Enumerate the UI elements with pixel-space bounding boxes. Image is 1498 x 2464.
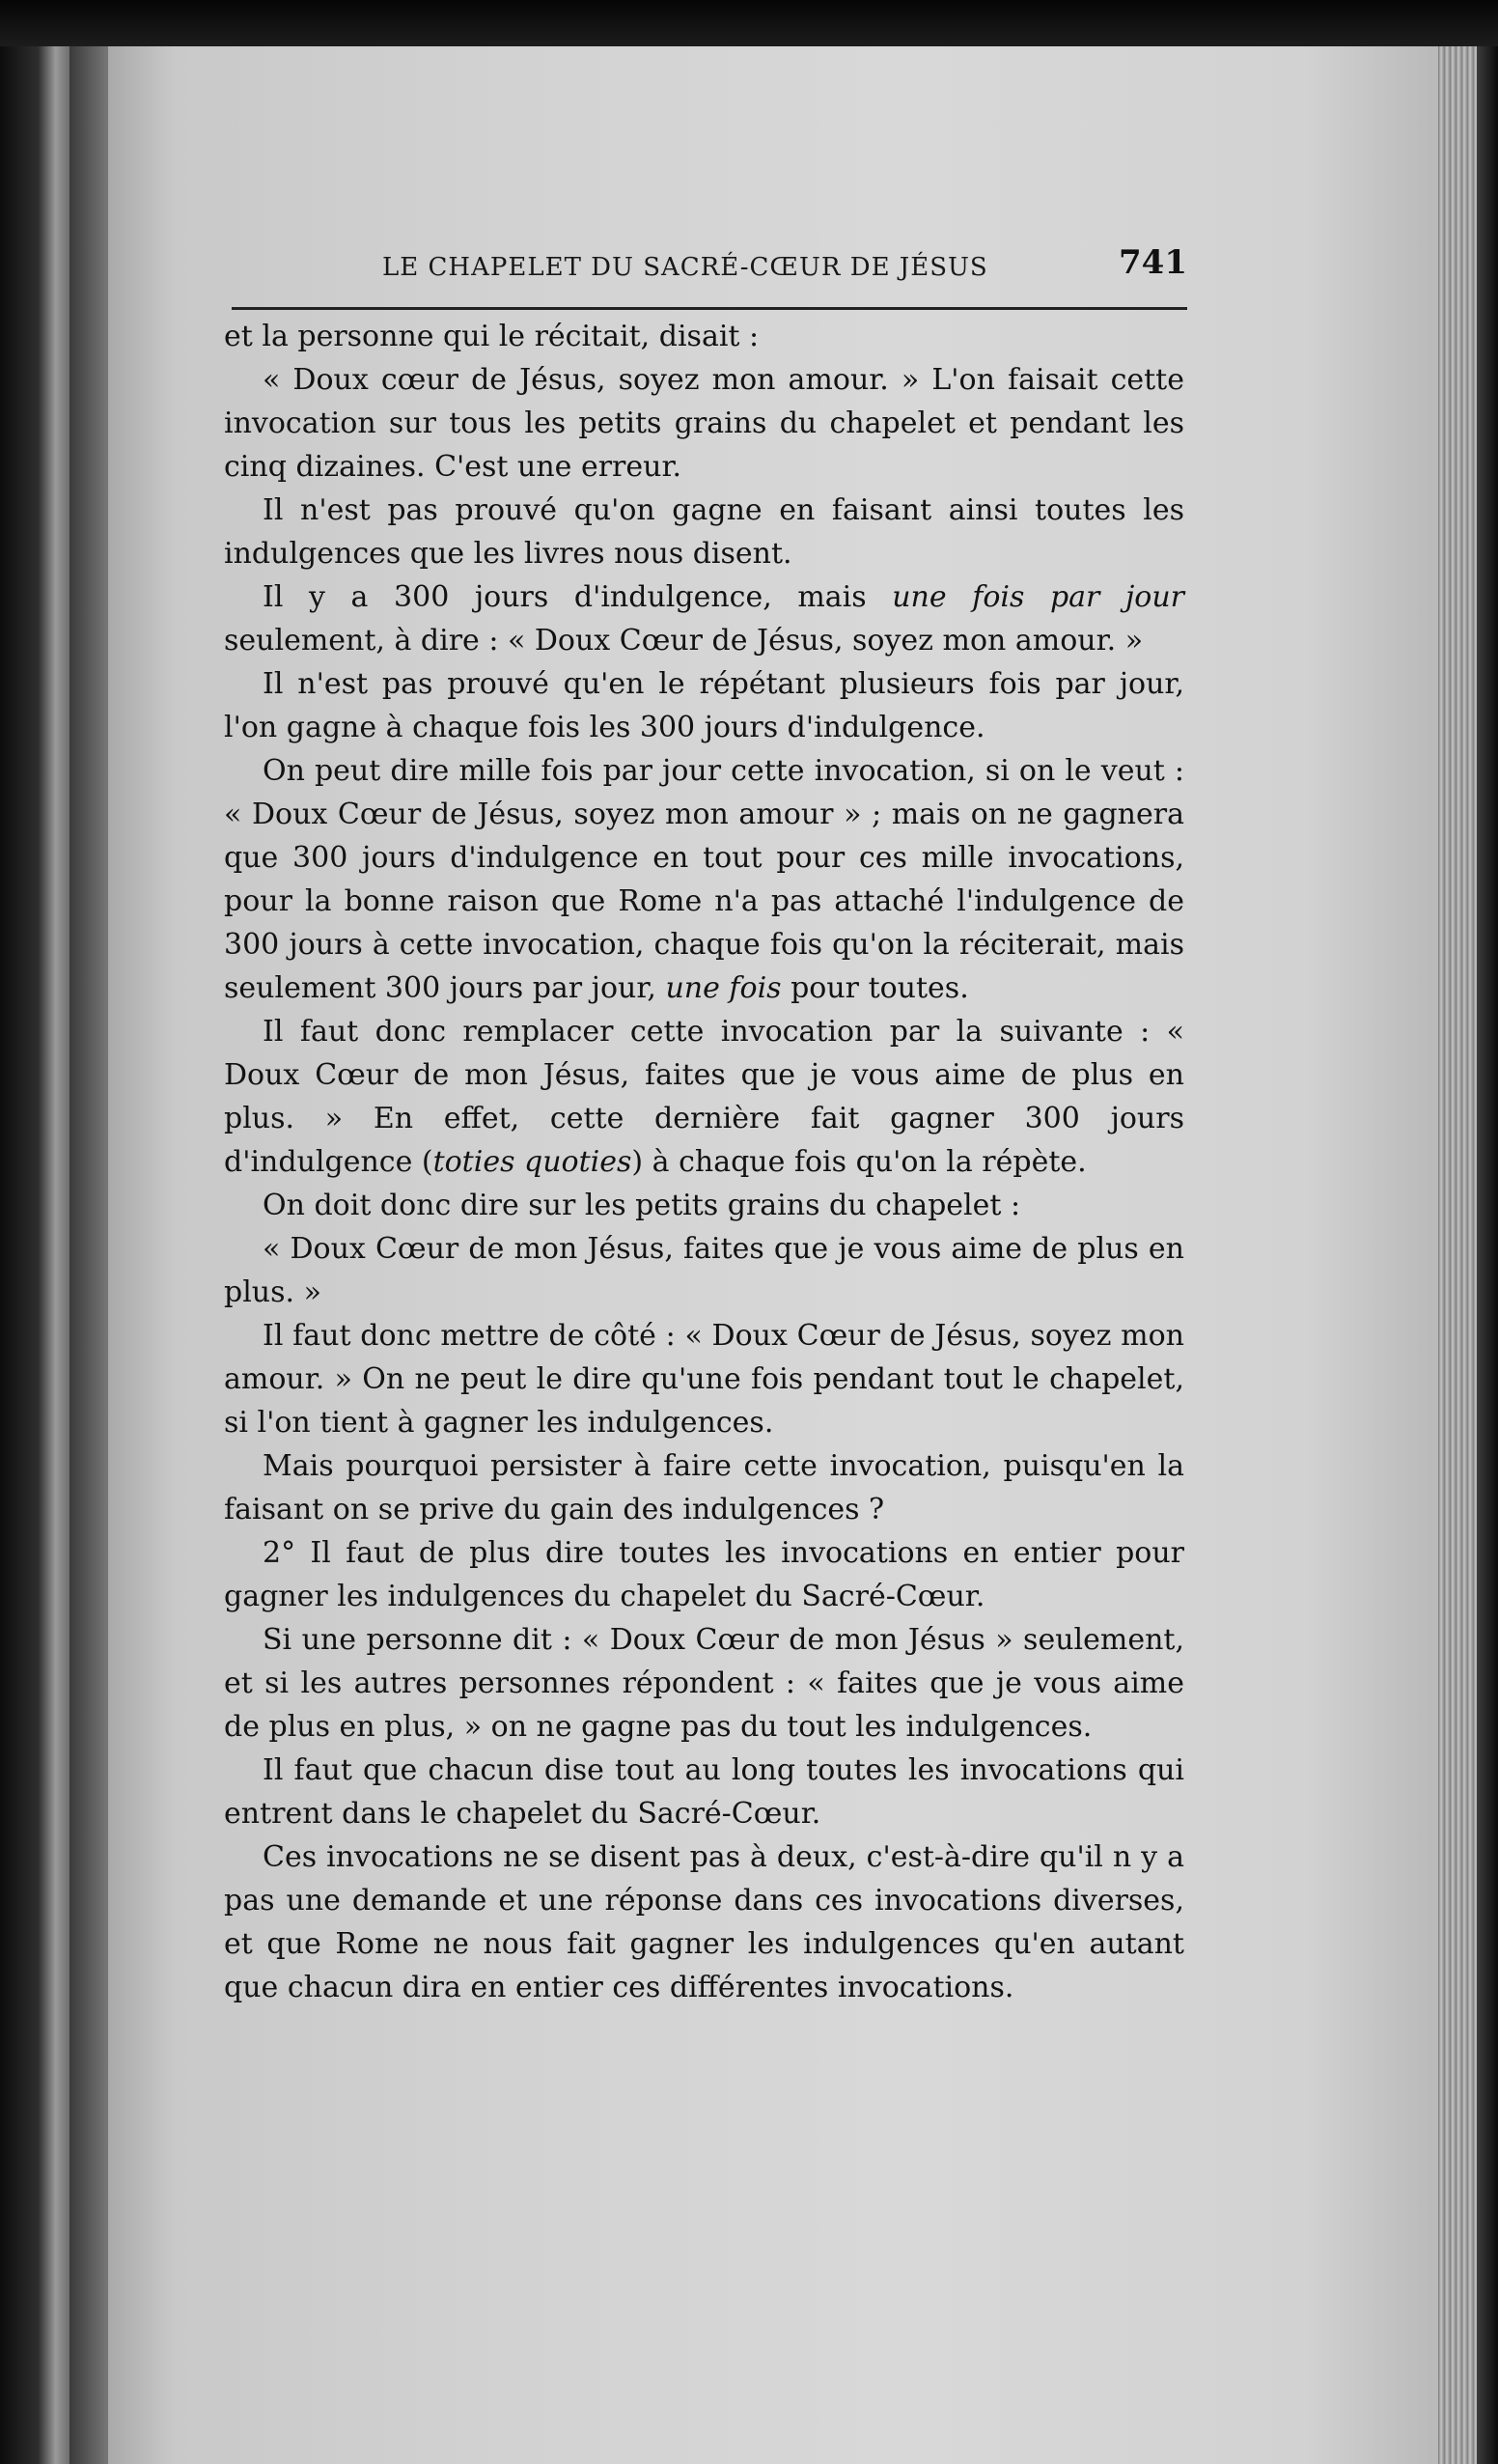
paragraph: Il faut que chacun dise tout au long toutes les invocations qui entrent dans le chapelet du Sacré-Cœur. (224, 1753, 1184, 1831)
header-rule (232, 307, 1187, 310)
paragraph: Il n'est pas prouvé qu'on gagne en faisant ainsi toutes les indulgences que les livres nous disent. (224, 493, 1184, 571)
text-run: Il faut donc remplacer cette invocation par la suivante : « Doux Cœur de mon Jésus, faites que je vous aime de plus en plus. » En effet, cette dernière fait gagner 300 jours d'indulgence ( (224, 1015, 1184, 1179)
italic-run: une fois (665, 971, 782, 1005)
text-run: pour toutes. (781, 971, 969, 1005)
paragraph: « Doux cœur de Jésus, soyez mon amour. » L'on faisait cette invocation sur tous les petits grains du chapelet et pendant les cinq dizaines. C'est une erreur. (224, 363, 1184, 484)
text-run: ) à chaque fois qu'on la répète. (631, 1145, 1087, 1179)
paragraph (224, 749, 1184, 1010)
text-run: On peut dire mille fois par jour cette invocation, si on le veut : « Doux Cœur de Jésus, soyez mon amour » ; mais on ne gagnera que 300 jours d'indulgence en tout pour ces mille invocations, pour la bonne raison que Rome n'a pas attaché l'indulgence de 300 jours à cette invocation, chaque fois qu'on la réciterait, mais seulement 300 jours par jour, (224, 754, 1184, 1005)
paragraph: Mais pourquoi persister à faire cette invocation, puisqu'en la faisant on se prive du gain des indulgences ? (224, 1449, 1184, 1526)
paragraph (224, 575, 1184, 662)
italic-run: une fois par jour (892, 580, 1184, 614)
text-run: seulement, à dire : « Doux Cœur de Jésus, soyez mon amour. » (224, 624, 1144, 658)
left-page-edge (0, 46, 69, 2464)
gutter-shadow (69, 46, 108, 2464)
film-edge-top (0, 0, 1498, 46)
paragraph: « Doux Cœur de mon Jésus, faites que je vous aime de plus en plus. » (224, 1232, 1184, 1309)
paragraph (224, 1010, 1184, 1184)
text-run: Il y a 300 jours d'indulgence, mais (263, 580, 893, 614)
paragraph: On doit donc dire sur les petits grains du chapelet : (263, 1189, 1021, 1222)
italic-run: toties quoties (432, 1145, 632, 1179)
paragraph: Si une personne dit : « Doux Cœur de mon Jésus » seulement, et si les autres personnes répondent : « faites que je vous aime de plus en plus, » on ne gagne pas du tout les indulgences. (224, 1623, 1184, 1744)
paragraph: Il faut donc mettre de côté : « Doux Cœur de Jésus, soyez mon amour. » On ne peut le dire qu'une fois pendant tout le chapelet, si l'on tient à gagner les indulgences. (224, 1319, 1184, 1440)
paragraph: et la personne qui le récitait, disait : (224, 320, 760, 353)
paragraph: Ces invocations ne se disent pas à deux, c'est-à-dire qu'il n y a pas une demande et une réponse dans ces invocations diverses, et que Rome ne nous fait gagner les indulgences qu'en autant que chacun dira en entier ces différentes invocations. (224, 1840, 1184, 2004)
paragraph: Il n'est pas prouvé qu'en le répétant plusieurs fois par jour, l'on gagne à chaque fois les 300 jours d'indulgence. (224, 667, 1184, 744)
page-number: 741 (1119, 243, 1187, 282)
page-stack-edge (1438, 46, 1498, 2464)
body-text (224, 315, 1184, 2009)
paragraph: 2° Il faut de plus dire toutes les invocations en entier pour gagner les indulgences du chapelet du Sacré-Cœur. (224, 1536, 1184, 1613)
running-head: LE CHAPELET DU SACRÉ-CŒUR DE JÉSUS (382, 253, 988, 282)
page-header (232, 238, 1187, 295)
